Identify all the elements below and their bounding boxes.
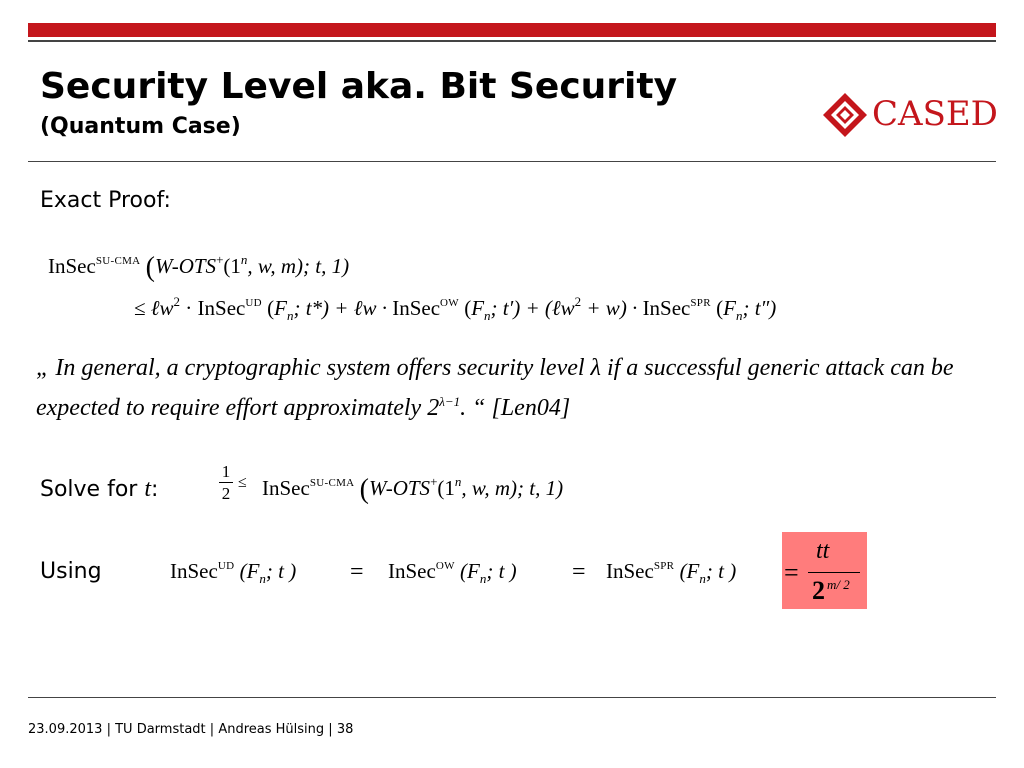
equals-sign-2: =: [572, 559, 586, 585]
fraction-bar: [808, 572, 860, 573]
equation-line-2: ≤ ℓw$^2$ · InSec$^{UD}$ ($F_n$; t*) + ℓw · InSec$^{OW}$ ($F_n$; t′) + (ℓw$^2$ + w) · InSec$^{SPR}$ ($F_n$; t″): [134, 294, 777, 323]
solve-for-label: Solve for t:: [40, 476, 159, 502]
fraction-denominator: 2: [812, 576, 825, 605]
fraction-exponent: m/ 2: [827, 577, 850, 592]
slide-subtitle: (Quantum Case): [40, 114, 241, 139]
top-accent-bar: [28, 23, 996, 37]
exact-proof-label: Exact Proof:: [40, 188, 171, 213]
using-label: Using: [40, 559, 102, 584]
half-leq: ≤: [238, 474, 247, 491]
equation-line-1: InSec$^{SU-CMA}$ (W-OTS+(1$^n$, w, m); t, 1): [48, 252, 350, 283]
equals-sign-1: =: [350, 559, 364, 585]
highlighted-fraction: [782, 532, 867, 609]
security-level-quote: „ In general, a cryptographic system offers security level λ if a successful generic attack can be expected to require effort approximately $2^{\lambda-1}$. “ [Len04]: [36, 355, 954, 421]
solve-equation: InSec$^{SU-CMA}$ (W-OTS+(1$^n$, w, m); t, 1): [262, 474, 564, 505]
one-half-fraction: 1 2: [218, 462, 234, 503]
footer-author: Andreas Hülsing: [218, 722, 325, 737]
cased-logo: [822, 92, 1000, 140]
fraction-numerator: tt: [816, 538, 830, 564]
footer-page-number: 38: [336, 722, 354, 737]
using-insec-ud: InSec$^{UD}$ ($F_n$; t ): [170, 559, 297, 586]
footer-org: TU Darmstadt: [115, 722, 206, 737]
cased-diamond-icon: [822, 92, 868, 138]
footer-date: 23.09.2013: [28, 722, 103, 737]
logo-wordmark: CASED: [872, 94, 998, 134]
top-divider: [28, 40, 996, 42]
slide-footer: 23.09.2013 | TU Darmstadt | Andreas Hülsing | 38: [28, 722, 354, 737]
slide-title: Security Level aka. Bit Security: [40, 66, 678, 107]
using-insec-spr: InSec$^{SPR}$ ($F_n$; t ): [606, 559, 737, 586]
footer-divider: [28, 697, 996, 698]
using-insec-ow: InSec$^{OW}$ ($F_n$; t ): [388, 559, 517, 586]
title-divider: [28, 161, 996, 162]
fraction-equals: =: [784, 558, 799, 587]
